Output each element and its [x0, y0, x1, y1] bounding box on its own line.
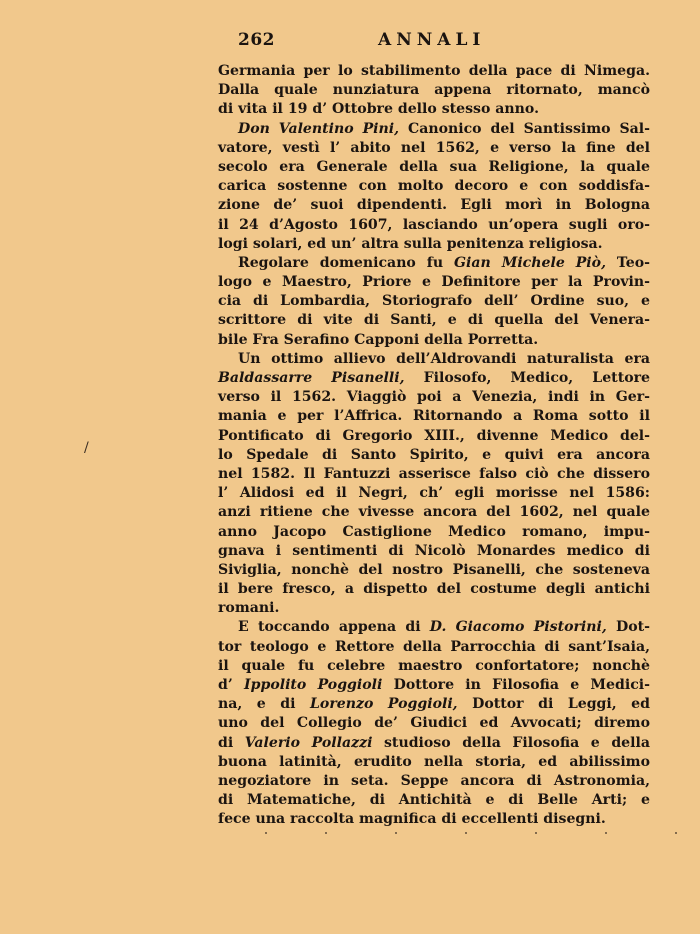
speck [605, 832, 607, 834]
text-segment: Dalla quale nunziatura appena ritornato, mancò [218, 82, 650, 99]
text-segment: E toccando appena di [238, 619, 430, 636]
text-segment: Dot- [606, 619, 650, 636]
text-segment: l’ Alidosi ed il Negri, ch’ egli morisse nel 1586: [218, 485, 650, 502]
text-segment: anno Jacopo Castiglione Medico romano, impu- [218, 523, 650, 540]
paragraph [218, 618, 650, 829]
text-segment: Canonico del Santissimo Sal- [399, 120, 650, 137]
speck [325, 832, 327, 834]
page-number: 262 [238, 30, 275, 50]
text-segment: buona latinità, erudito nella storia, ed abilissimo [218, 753, 650, 770]
text-line [218, 542, 650, 561]
text-line [218, 196, 650, 215]
text-segment: di vita il 19 d’ Ottobre dello stesso anno. [218, 101, 539, 118]
text-segment: Dottore in Filosofia e Medici- [382, 677, 650, 693]
text-line [218, 292, 650, 311]
text-segment: na, e di [218, 696, 311, 713]
text-segment: il bere fresco, a dispetto del costume degli antichi [218, 581, 650, 598]
text-line [218, 503, 650, 522]
text-segment: Filosofo, Medico, Lettore [404, 370, 650, 386]
text-line [218, 62, 650, 81]
text-line [218, 523, 650, 542]
text-segment: studioso della Filosofia e della [372, 734, 650, 751]
text-segment: d’ [218, 677, 245, 693]
text-segment: negoziatore in seta. Seppe ancora di Astronomia, [218, 772, 650, 789]
text-segment: di [218, 734, 245, 751]
text-segment: romani. [218, 600, 280, 617]
person-name: Gian Michele Piò, [454, 254, 606, 271]
text-segment: nel 1582. Il Fantuzzi asserisce falso ciò che dissero [218, 465, 650, 482]
text-line [218, 446, 650, 465]
text-line [218, 369, 650, 388]
text-segment: Un ottimo allievo dell’Aldrovandi naturalista era [238, 350, 650, 367]
text-segment: fece una raccolta magnifica di eccellenti disegni. [218, 811, 606, 828]
body-text [218, 62, 650, 830]
text-segment: secolo era Generale della sua Religione, la quale [218, 158, 650, 175]
speck [535, 832, 537, 834]
text-line [218, 177, 650, 196]
text-line [218, 81, 650, 100]
text-segment: Pontificato di Gregorio XIII., divenne Medico del- [218, 427, 650, 444]
text-line [218, 580, 650, 599]
text-segment: verso il 1562. Viaggiò poi a Venezia, indi in Ger- [218, 389, 650, 406]
speck [465, 832, 467, 834]
paragraph [218, 62, 650, 120]
text-segment: Teo- [605, 254, 650, 271]
text-line [218, 618, 650, 637]
text-line [218, 465, 650, 484]
text-line [218, 350, 650, 369]
speck [675, 832, 677, 834]
text-segment: il quale fu celebre maestro confortatore; nonchè [218, 657, 650, 674]
person-name: Baldassarre Pisanelli, [218, 370, 405, 386]
text-segment: bile Fra Serafino Capponi della Porretta. [218, 331, 539, 348]
text-segment: carica sostenne con molto decoro e con soddisfa- [218, 178, 650, 195]
text-segment: uno del Collegio de’ Giudici ed Avvocati; diremo [218, 715, 650, 732]
text-segment: di Matematiche, di Antichità e di Belle Arti; e [218, 792, 650, 809]
text-segment: logo e Maestro, Priore e Definitore per la Provin- [218, 274, 650, 291]
text-line [218, 427, 650, 446]
text-line [218, 388, 650, 407]
page-header [218, 30, 650, 56]
text-segment: vatore, vestì l’ abito nel 1562, e verso la fine del [218, 139, 650, 156]
text-line [218, 561, 650, 580]
text-segment: il 24 d’Agosto 1607, lasciando un’opera sugli oro- [218, 216, 650, 233]
text-segment: scrittore di vite di Santi, e di quella del Venera- [218, 312, 650, 329]
paragraph [218, 350, 650, 619]
text-line [218, 158, 650, 177]
bottom-specks [265, 830, 685, 836]
person-name: D. Giacomo Pistorini, [429, 619, 607, 636]
text-segment: gnava i sentimenti di Nicolò Monardes medico di [218, 542, 650, 559]
margin-mark: / [84, 440, 89, 456]
text-line [218, 695, 650, 714]
person-name: Valerio Pollazzi [244, 734, 373, 751]
text-line [218, 254, 650, 273]
text-line [218, 638, 650, 657]
text-line [218, 235, 650, 254]
person-name: Ippolito Poggioli [244, 677, 383, 693]
text-segment: mania e per l’Affrica. Ritornando a Roma sotto il [218, 408, 650, 425]
text-line [218, 484, 650, 503]
person-name: Don Valentino Pini, [238, 120, 400, 137]
text-segment: cia di Lombardia, Storiografo dell’ Ordine suo, e [218, 293, 650, 310]
paragraph [218, 254, 650, 350]
paragraph [218, 120, 650, 254]
text-line [218, 734, 650, 753]
text-segment: Regolare domenicano fu [238, 254, 455, 271]
text-line [218, 120, 650, 139]
text-line [218, 407, 650, 426]
text-line [218, 714, 650, 733]
person-name: Lorenzo Poggioli, [310, 696, 458, 713]
text-segment: anzi ritiene che vivesse ancora del 1602, nel quale [218, 504, 650, 521]
text-segment: Siviglia, nonchè del nostro Pisanelli, che sosteneva [218, 561, 650, 578]
text-line [218, 100, 650, 119]
text-segment: tor teologo e Rettore della Parrocchia di sant’Isaia, [218, 638, 650, 655]
running-title: ANNALI [378, 30, 486, 50]
text-line [218, 311, 650, 330]
text-line [218, 791, 650, 810]
text-segment: lo Spedale di Santo Spirito, e quivi era ancora [218, 446, 650, 463]
text-line [218, 216, 650, 235]
text-line [218, 657, 650, 676]
text-line [218, 753, 650, 772]
text-line [218, 810, 650, 829]
text-line [218, 772, 650, 791]
text-line [218, 676, 650, 695]
speck [395, 832, 397, 834]
text-segment: logi solari, ed un’ altra sulla penitenza religiosa. [218, 235, 603, 252]
text-line [218, 139, 650, 158]
speck [265, 832, 267, 834]
text-line [218, 273, 650, 292]
text-line [218, 331, 650, 350]
text-segment: zione de’ suoi dipendenti. Egli morì in Bologna [218, 197, 650, 214]
text-segment: Germania per lo stabilimento della pace di Nimega. [218, 63, 650, 79]
text-line [218, 599, 650, 618]
text-segment: Dottor di Leggi, ed [457, 696, 650, 713]
